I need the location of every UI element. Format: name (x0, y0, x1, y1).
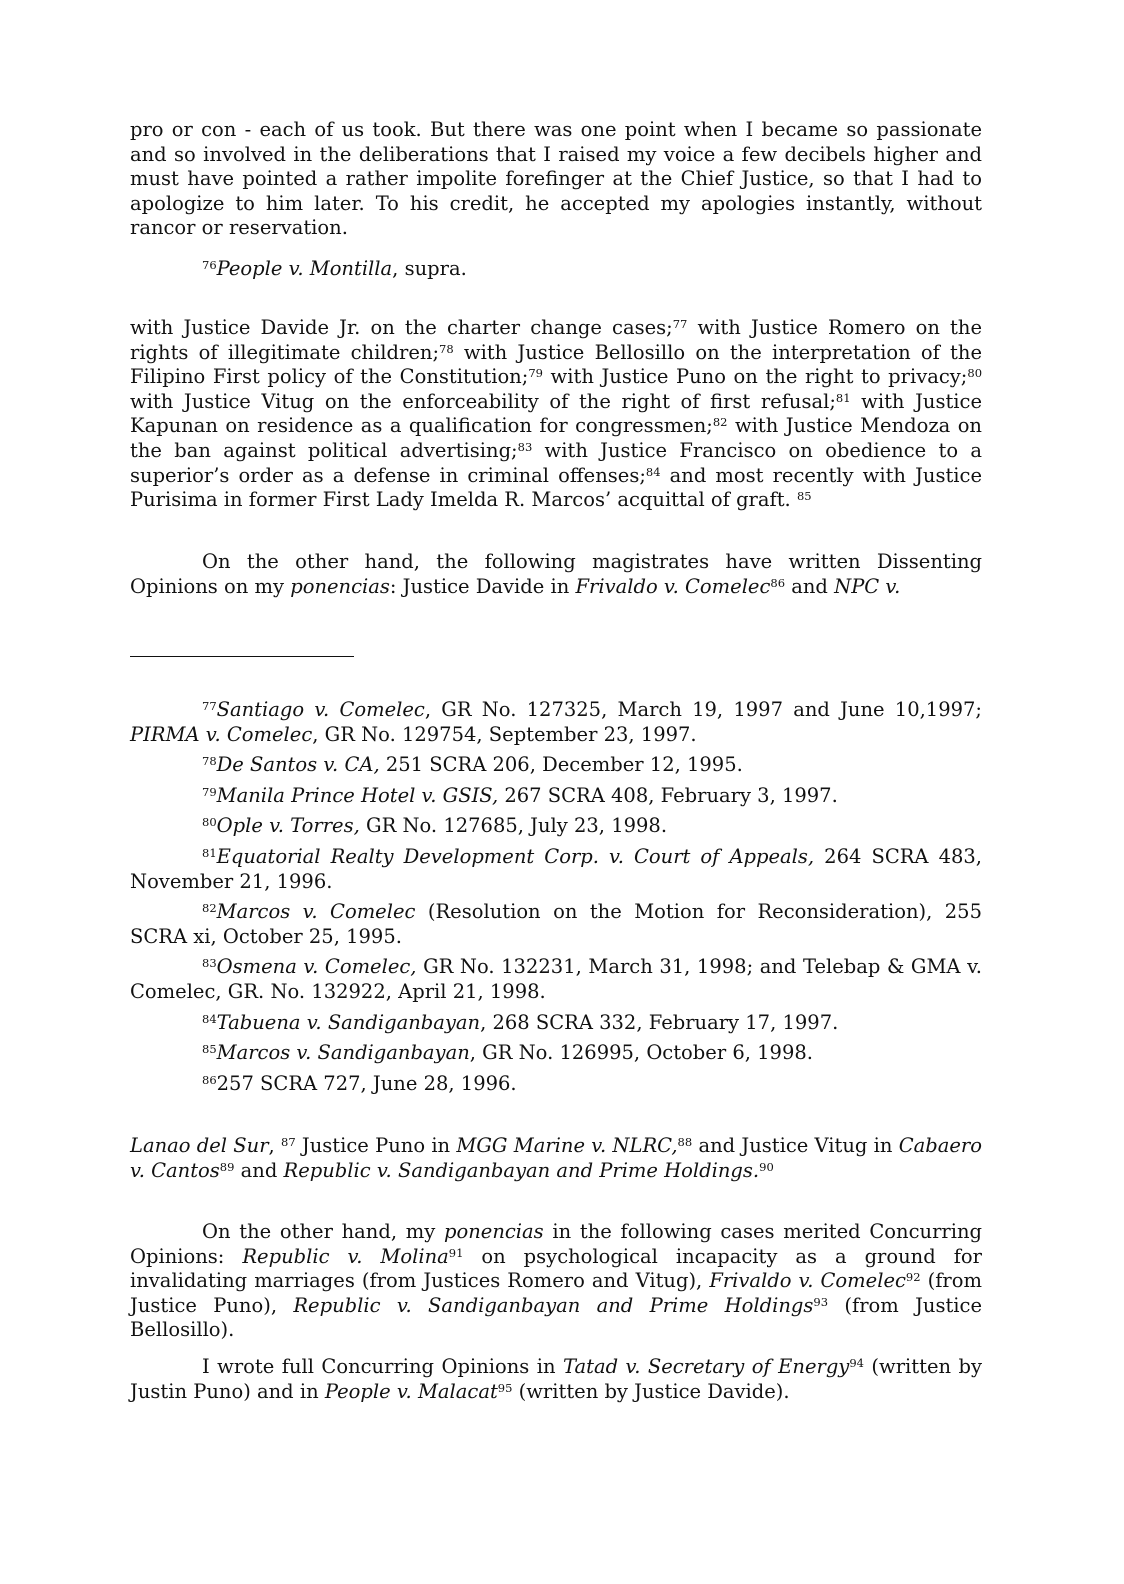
text-run: with Justice Kapunan on residence as a qualification for congressmen; (130, 389, 982, 438)
text-run: (Resolution on the Motion for Reconsideration), 255 SCRA xi, October 25, 1995. (130, 900, 982, 948)
text-run: On the other hand, the following magistrates have written Dissenting Opinions on my (130, 550, 982, 598)
text-run: and (785, 574, 835, 598)
footnote-ref: 83 (517, 439, 533, 454)
footnote-number: 81 (202, 845, 217, 860)
footnote-number: 83 (202, 956, 217, 971)
italic-text: Republic v. Sandiganbayan and Prime Holdings (293, 1293, 814, 1317)
footnote-number: 78 (202, 754, 217, 769)
footnote-82 (130, 900, 982, 949)
italic-text: Cabaero v. Cantos (130, 1134, 982, 1182)
footnote-ref: 87 (281, 1135, 296, 1149)
text-run: , GR No. 126995, October 6, 1998. (469, 1041, 813, 1065)
italic-text: PIRMA v. Comelec (130, 722, 313, 746)
footnote-number: 80 (202, 815, 217, 830)
paragraph-concurring-opinions (130, 1220, 982, 1343)
paragraph-dissents-continued (130, 1134, 982, 1183)
footnote-ref: 81 (835, 390, 851, 405)
italic-text: Marcos v. Comelec (216, 900, 416, 924)
footnote-ref: 86 (770, 575, 786, 590)
footnote-number: 86 (202, 1072, 217, 1087)
text-run: with Justice Vitug on the enforceability of the right of first refusal; (130, 389, 836, 413)
italic-text: MGG Marine v. NLRC, (456, 1134, 678, 1157)
text-run: Justice Puno in (295, 1134, 457, 1157)
italic-text: Frivaldo v. Comelec (709, 1269, 906, 1293)
italic-text: Tatad v. Secretary of Energy (562, 1355, 850, 1378)
text-run: in the following cases merited Concurring Opinions: (130, 1220, 983, 1268)
footnote-76 (130, 257, 982, 282)
italic-text: Santiago v. Comelec (216, 698, 425, 721)
text-run: , 268 SCRA 332, February 17, 1997. (480, 1010, 839, 1034)
text-run: (from Justice Bellosillo). (130, 1293, 982, 1342)
footnote-ref: 92 (905, 1270, 921, 1285)
italic-text: Manila Prince Hotel v. GSIS, (216, 783, 499, 807)
italic-text: Frivaldo v. Comelec (575, 574, 771, 598)
text-run: with Justice Mendoza on the ban against political advertising; (130, 414, 982, 462)
footnote-ref: 78 (439, 341, 454, 356)
italic-text: Republic v. Molina (242, 1244, 449, 1268)
text-run: On the other hand, my (202, 1220, 444, 1243)
footnote-78 (130, 753, 982, 778)
italic-text: ponencias (444, 1220, 544, 1243)
footnote-ref: 77 (672, 317, 688, 331)
italic-text: People v. Malacat (324, 1379, 498, 1403)
case-name: People v. Montilla (216, 257, 393, 280)
text-run: , GR No. 127325, March 19, 1997 and June 10,1997; (424, 698, 982, 721)
footnote-ref: 80 (967, 366, 983, 381)
paragraph-dissenting-opinions (130, 550, 982, 599)
footnote-number: 82 (202, 901, 217, 916)
footnote-83 (130, 955, 982, 1004)
text-run: 257 SCRA 727, June 28, 1996. (216, 1071, 517, 1095)
text-run: , GR No. 129754, September 23, 1997. (312, 722, 697, 746)
footnote-number: 77 (202, 699, 217, 713)
footnote-ref: 94 (849, 1356, 864, 1370)
paragraph-full-concurring-opinions (130, 1355, 982, 1404)
italic-text: De Santos v. CA, (216, 753, 380, 777)
text-run: 267 SCRA 408, February 3, 1997. (498, 783, 838, 807)
footnote-ref: 79 (528, 366, 543, 381)
footnote-84 (130, 1011, 982, 1036)
footnote-ref: 88 (677, 1135, 693, 1149)
footnote-ref: 90 (759, 1159, 774, 1174)
italic-text: NPC v. (834, 574, 901, 598)
footnote-ref: 82 (712, 415, 728, 430)
paragraph-deliberations: pro or con - each of us took. But there was one point when I became so passionate and so involved in the deliberations that I raised my voice a few decibels higher and must have pointed a rather impolite forefinger at the Chief Justice, so that I had to apologize to him later. To his credit, he accepted my apologies instantly, without rancor or reservation. (130, 118, 982, 240)
italic-text: Osmena v. Comelec, (216, 955, 417, 979)
italic-text: Equatorial Realty Development Corp. v. Court of Appeals, (216, 844, 815, 868)
footnote-ref: 84 (645, 464, 661, 479)
text-run: on psychological incapacity as a ground for invalidating marriages (from Justices Romero and Vitug), (130, 1244, 982, 1293)
italic-text: Ople v. Torres, (216, 814, 360, 838)
text-run: and most recently with Justice Purisima in former First Lady Imelda R. Marcos’ acquittal of graft. (130, 463, 982, 512)
footnote-77 (130, 698, 982, 747)
text-run: GR No. 132231, March 31, 1998; and Telebap & GMA v. Comelec, GR. No. 132922, April 21, 1998. (130, 955, 982, 1003)
footnotes-list (130, 698, 982, 1102)
text-run: (written by Justice Davide). (512, 1379, 790, 1403)
text-run: and (234, 1158, 284, 1182)
footnote-ref: 91 (448, 1245, 464, 1260)
text-run: (written by Justin Puno) and in (130, 1355, 982, 1403)
text-run: with Justice Davide Jr. on the charter change cases; (130, 316, 673, 339)
italic-text: Republic v. Sandiganbayan and Prime Holdings. (283, 1158, 760, 1182)
italic-text: Tabuena v. Sandiganbayan (216, 1010, 481, 1034)
paragraph-dissents-list (130, 316, 982, 513)
footnote-number: 79 (202, 784, 217, 799)
footnote-80 (130, 814, 982, 839)
text-run: 251 SCRA 206, December 12, 1995. (379, 753, 743, 777)
footnote-85 (130, 1041, 982, 1066)
citation-text: , supra. (392, 257, 467, 280)
text-run: 264 SCRA 483, November 21, 1996. (130, 844, 982, 893)
footnote-ref: 95 (497, 1380, 513, 1395)
footnote-81 (130, 845, 982, 894)
text-run: (from Justice Puno), (130, 1269, 982, 1317)
text-run: : Justice Davide in (389, 574, 576, 598)
text-run: I wrote full Concurring Opinions in (202, 1355, 563, 1378)
text-run: with Justice Puno on the right to privacy; (542, 365, 968, 389)
italic-text: ponencias (290, 574, 390, 598)
text-run: GR No. 127685, July 23, 1998. (359, 814, 668, 838)
text-run: , (268, 1134, 281, 1157)
footnote-number: 76 (202, 258, 217, 272)
italic-text: Lanao del Sur (130, 1134, 269, 1157)
footnote-number: 85 (202, 1042, 217, 1057)
footnote-ref: 89 (219, 1159, 235, 1174)
footnote-separator (130, 656, 354, 657)
footnote-number: 84 (202, 1011, 217, 1026)
footnote-86 (130, 1072, 982, 1097)
italic-text: Marcos v. Sandiganbayan (216, 1041, 470, 1065)
text-run: with Justice Francisco on obedience to a superior’s order as a defense in criminal offenses; (130, 438, 982, 487)
text-run: with Justice Bellosillo on the interpretation of the Filipino First policy of the Constitution; (130, 340, 982, 389)
footnote-ref: 85 (796, 489, 812, 504)
text-run: with Justice Romero on the rights of illegitimate children; (130, 316, 982, 364)
footnote-79 (130, 784, 982, 809)
footnote-ref: 93 (813, 1294, 829, 1309)
text-run: and Justice Vitug in (692, 1134, 899, 1157)
